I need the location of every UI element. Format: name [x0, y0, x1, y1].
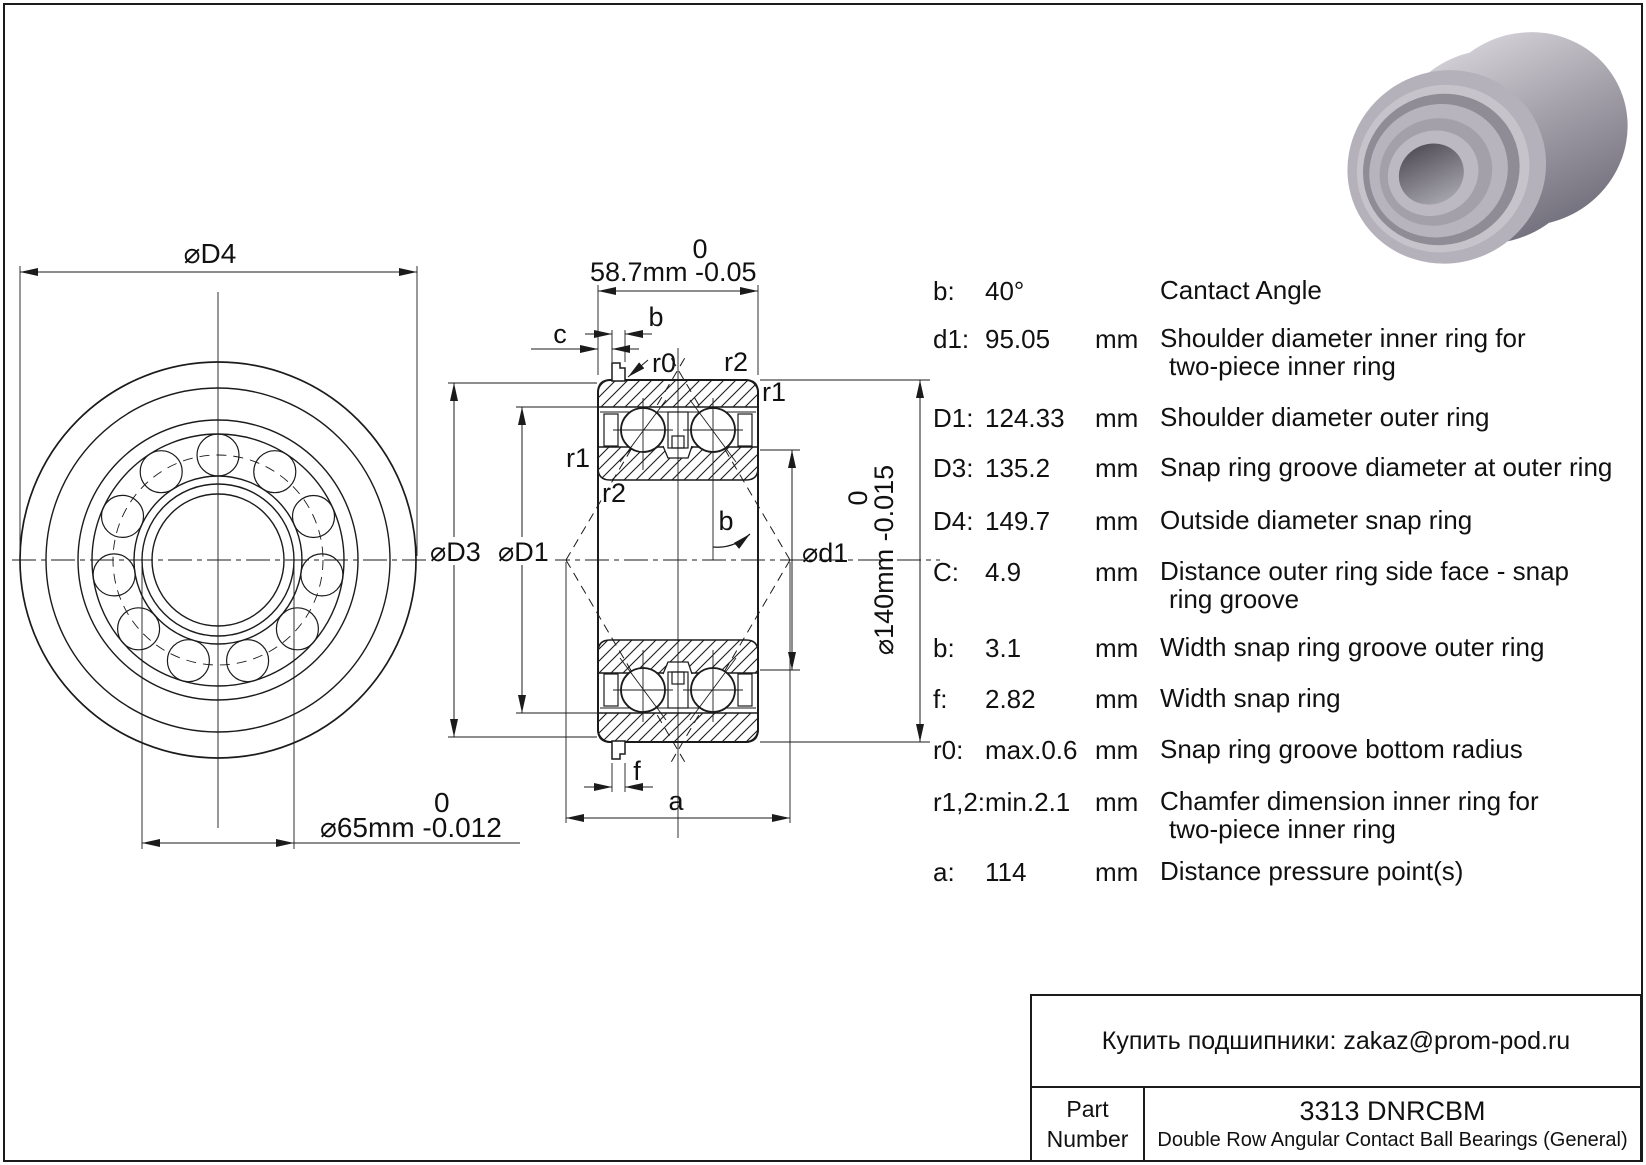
spec-desc-line1: Snap ring groove diameter at outer ring [1160, 452, 1613, 482]
part-description: Double Row Angular Contact Ball Bearings (General) [1157, 1129, 1628, 1151]
dim-label-r2-left: r2 [602, 478, 627, 508]
spec-unit: mm [1095, 633, 1139, 663]
spec-label: D4: [933, 506, 974, 536]
spec-label: b: [933, 276, 955, 306]
spec-desc-line1: Distance pressure point(s) [1160, 856, 1464, 886]
spec-desc-line1: Outside diameter snap ring [1160, 505, 1473, 535]
part-number: 3313 DNRCBM [1299, 1096, 1486, 1126]
spec-label: a: [933, 857, 955, 887]
spec-value: 4.9 [985, 557, 1022, 587]
spec-unit: mm [1095, 403, 1139, 433]
spec-desc [1160, 787, 1539, 843]
spec-desc-line1: Snap ring groove bottom radius [1160, 734, 1523, 764]
spec-unit: mm [1095, 735, 1139, 765]
part-number-label-cell [1032, 1088, 1145, 1160]
spec-label: D3: [933, 453, 974, 483]
dim-label-D1: ⌀D1 [498, 537, 549, 567]
spec-desc [1160, 403, 1490, 431]
spec-desc [1160, 857, 1463, 885]
dim-label-r2-top: r2 [724, 347, 749, 377]
spec-desc-line2: ring groove [1169, 584, 1300, 614]
spec-desc-line1: Distance outer ring side face - snap [1160, 556, 1569, 586]
spec-desc [1160, 633, 1544, 661]
spec-desc-line1: Shoulder diameter inner ring for [1160, 323, 1526, 353]
title-block [1030, 994, 1642, 1162]
spec-value: 124.33 [985, 403, 1065, 433]
spec-unit: mm [1095, 557, 1139, 587]
spec-label: r0: [933, 735, 964, 765]
dim-label-a: a [668, 786, 684, 816]
part-number-row [1032, 1088, 1640, 1160]
spec-label: b: [933, 633, 955, 663]
spec-desc [1160, 506, 1472, 534]
spec-desc-line2: two-piece inner ring [1169, 814, 1396, 844]
spec-value: 2.82 [985, 684, 1036, 714]
spec-unit: mm [1095, 506, 1139, 536]
dim-label-c: c [553, 319, 567, 349]
spec-unit: mm [1095, 324, 1139, 354]
spec-desc [1160, 324, 1526, 380]
dim-label-d1: ⌀d1 [802, 538, 849, 568]
spec-unit: mm [1095, 857, 1139, 887]
spec-desc-line1: Cantact Angle [1160, 275, 1322, 305]
contact-cell [1032, 996, 1640, 1088]
dim-label-r1-right: r1 [762, 377, 787, 407]
spec-value: max.0.6 [985, 735, 1078, 765]
spec-value: min.2.1 [985, 787, 1071, 817]
spec-value: 3.1 [985, 633, 1022, 663]
dim-label-d4: ⌀D4 [183, 238, 237, 269]
spec-desc [1160, 684, 1341, 712]
dim-label-width-tol-zero: 0 [692, 234, 708, 264]
spec-desc-line1: Shoulder diameter outer ring [1160, 402, 1490, 432]
spec-desc-line2: two-piece inner ring [1169, 351, 1396, 381]
spec-desc [1160, 557, 1569, 613]
dim-label-f: f [633, 756, 641, 786]
spec-desc-line1: Width snap ring groove outer ring [1160, 632, 1545, 662]
contact-text: Купить подшипники: zakaz@prom-pod.ru [1101, 1026, 1571, 1055]
part-label-line2: Number [1046, 1126, 1129, 1152]
spec-desc [1160, 276, 1322, 304]
spec-label: d1: [933, 324, 970, 354]
dim-label-r0: r0 [652, 348, 677, 378]
dim-label-r1-left: r1 [566, 443, 591, 473]
spec-value: 135.2 [985, 453, 1051, 483]
spec-value: 95.05 [985, 324, 1051, 354]
dim-label-bore-tol-zero: 0 [434, 787, 450, 818]
spec-desc-line1: Chamfer dimension inner ring for [1160, 786, 1539, 816]
spec-value: 149.7 [985, 506, 1051, 536]
dim-label-contact-angle-b: b [718, 506, 734, 536]
spec-value: 114 [985, 857, 1027, 887]
dim-label-width: 58.7mm -0.05 [590, 257, 757, 287]
dim-label-D3: ⌀D3 [430, 537, 481, 567]
spec-label: D1: [933, 403, 974, 433]
spec-label: r1,2: [933, 787, 986, 817]
part-label-line1: Part [1066, 1096, 1109, 1122]
spec-value: 40° [985, 276, 1025, 306]
dim-label-od-tol-zero: 0 [843, 490, 873, 506]
spec-desc [1160, 453, 1612, 481]
dim-label-b-groove: b [648, 302, 664, 332]
part-number-value-cell [1145, 1088, 1640, 1160]
spec-unit: mm [1095, 684, 1139, 714]
spec-unit: mm [1095, 453, 1139, 483]
spec-desc [1160, 735, 1523, 763]
spec-label: f: [933, 684, 948, 714]
spec-label: C: [933, 557, 959, 587]
spec-unit: mm [1095, 787, 1139, 817]
dim-label-bore: ⌀65mm -0.012 [320, 812, 502, 843]
spec-desc-line1: Width snap ring [1160, 683, 1341, 713]
dim-label-od: ⌀140mm -0.015 [869, 464, 899, 656]
